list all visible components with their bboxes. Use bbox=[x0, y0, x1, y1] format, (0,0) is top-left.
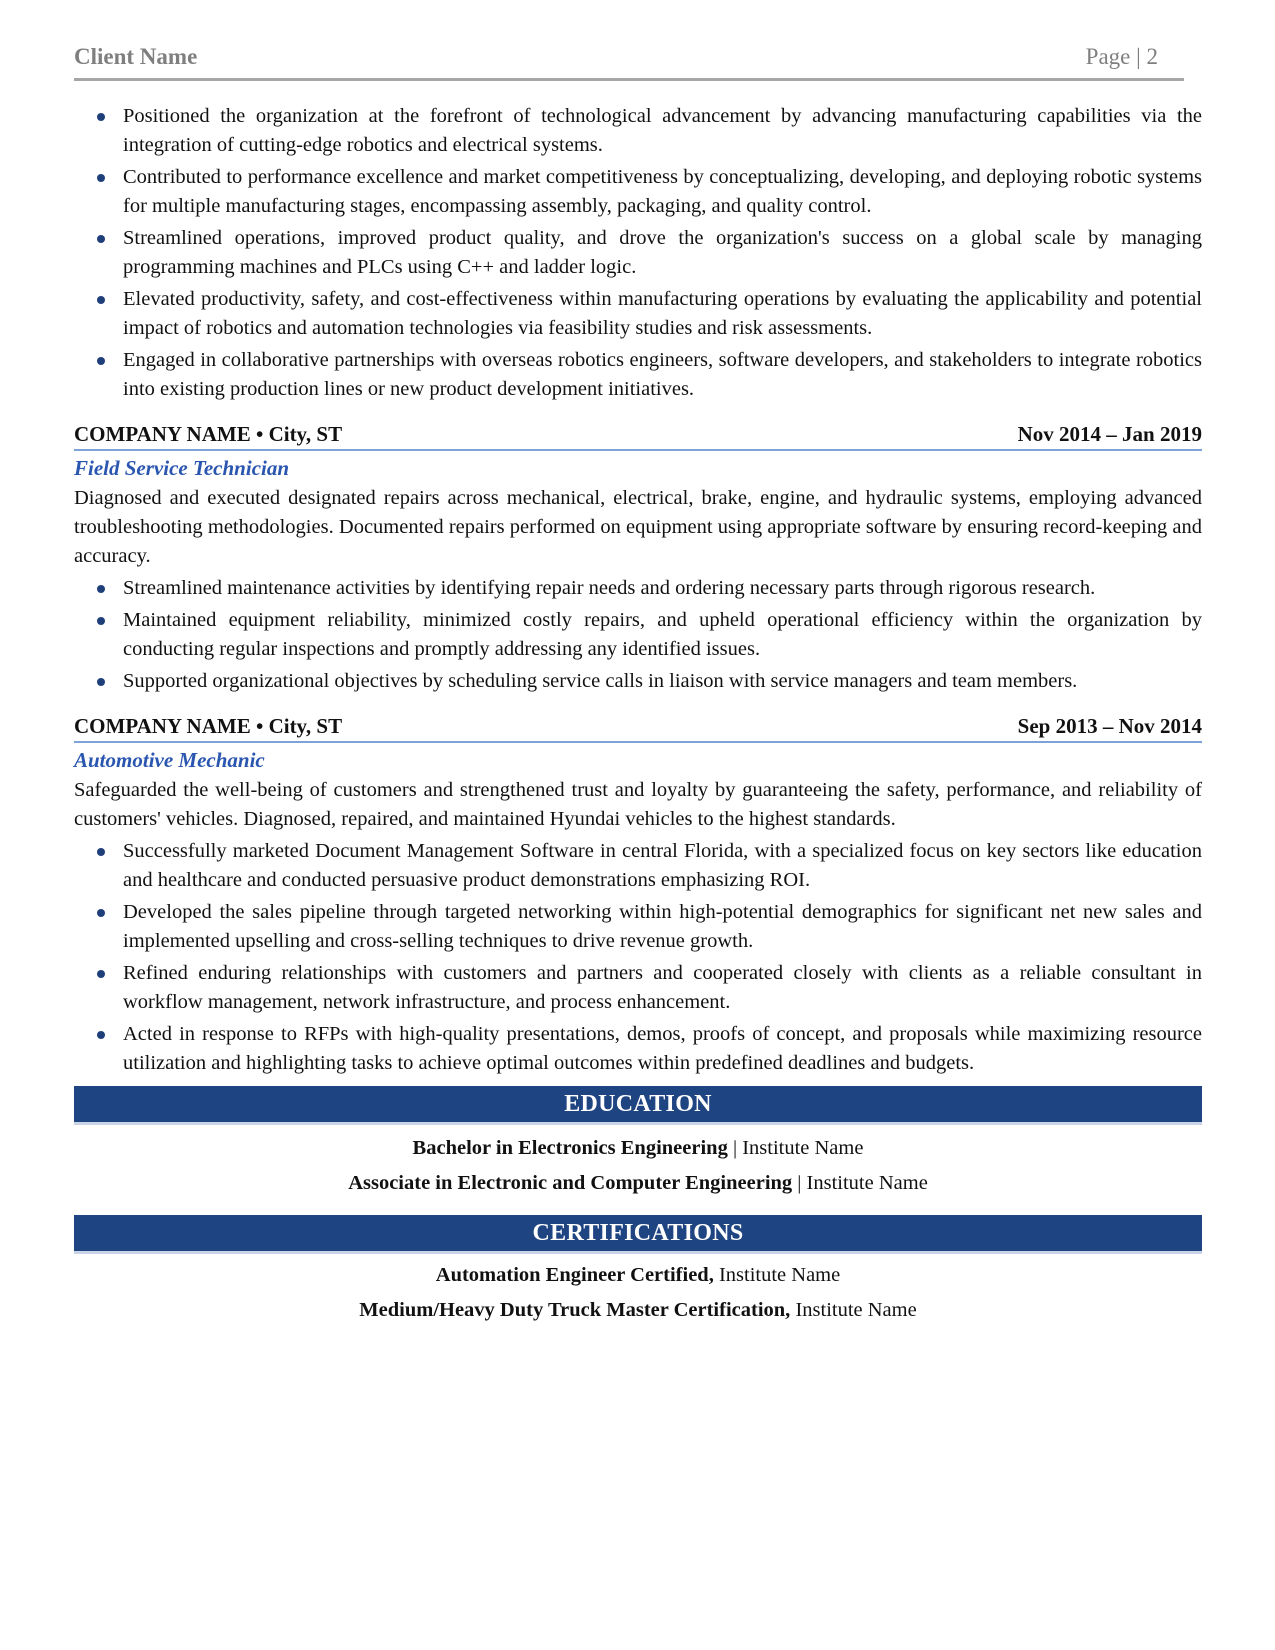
list-item: Refined enduring relationships with customers and partners and cooperated closely with clients as a reliable consultant in workflow management, network infrastructure, and process enhancement. bbox=[74, 959, 1202, 1017]
list-item: Positioned the organization at the forefront of technological advancement by advancing manufacturing capabilities via the integration of cutting-edge robotics and electrical systems. bbox=[74, 102, 1202, 160]
bullet-icon bbox=[97, 909, 105, 917]
job-bullet-list bbox=[74, 574, 1202, 696]
institute-name: Institute Name bbox=[742, 1137, 864, 1159]
job-dates: Sep 2013 – Nov 2014 bbox=[1017, 714, 1202, 738]
institute-name: Institute Name bbox=[806, 1172, 928, 1194]
bullet-icon bbox=[97, 617, 105, 625]
list-item: Elevated productivity, safety, and cost-effectiveness within manufacturing operations by evaluating the applicability and potential impact of robotics and automation technologies via feasibility studies and risk assessments. bbox=[74, 285, 1202, 343]
degree-name: Associate in Electronic and Computer Engineering bbox=[348, 1172, 793, 1194]
bullet-icon bbox=[97, 585, 105, 593]
bullet-icon bbox=[97, 174, 105, 182]
intro-bullet-list bbox=[74, 102, 1202, 404]
list-item: Streamlined maintenance activities by identifying repair needs and ordering necessary parts through rigorous research. bbox=[74, 574, 1202, 603]
list-item: Maintained equipment reliability, minimized costly repairs, and upheld operational efficiency within the organization by conducting regular inspections and promptly addressing any identified issues. bbox=[74, 606, 1202, 664]
certifications-section bbox=[74, 1215, 1202, 1328]
job-title: Field Service Technician bbox=[74, 456, 290, 480]
list-item: Successfully marketed Document Management Software in central Florida, with a specialized focus on key sectors like education and healthcare and conducted persuasive product demonstrations emphasizing ROI. bbox=[74, 837, 1202, 895]
job-dates: Nov 2014 – Jan 2019 bbox=[1017, 422, 1202, 446]
bullet-icon bbox=[97, 1031, 105, 1039]
separator: | bbox=[792, 1172, 807, 1194]
resume-content bbox=[74, 102, 1202, 1328]
certification-entry bbox=[74, 1293, 1202, 1328]
job-header bbox=[74, 710, 1202, 743]
list-item: Engaged in collaborative partnerships with overseas robotics engineers, software developers, and stakeholders to integrate robotics into existing production lines or new product development initiatives. bbox=[74, 346, 1202, 404]
job-summary: Diagnosed and executed designated repairs across mechanical, electrical, brake, engine, and hydraulic systems, employing advanced troubleshooting methodologies. Documented repairs performed on equipment using appropriate software by ensuring record-keeping and accuracy. bbox=[74, 487, 1202, 567]
education-section bbox=[74, 1086, 1202, 1201]
degree-name: Bachelor in Electronics Engineering bbox=[412, 1137, 728, 1159]
job-summary: Safeguarded the well-being of customers and strengthened trust and loyalty by guaranteeing the safety, performance, and reliability of customers' vehicles. Diagnosed, repaired, and maintained Hyundai vehicles to the highest standards. bbox=[74, 779, 1202, 830]
certification-name: Automation Engineer Certified, bbox=[435, 1264, 714, 1286]
separator: | bbox=[727, 1137, 743, 1159]
company-name: COMPANY NAME • City, ST bbox=[74, 422, 343, 446]
certification-name: Medium/Heavy Duty Truck Master Certification, bbox=[359, 1299, 791, 1321]
job-entry bbox=[74, 710, 1202, 1078]
list-item: Developed the sales pipeline through targeted networking within high-potential demographics for significant net new sales and implemented upselling and cross-selling techniques to drive revenue growth. bbox=[74, 898, 1202, 956]
education-entry bbox=[74, 1131, 1202, 1166]
company-name: COMPANY NAME • City, ST bbox=[74, 714, 343, 738]
certification-entry bbox=[74, 1258, 1202, 1293]
bullet-icon bbox=[97, 678, 105, 686]
job-header bbox=[74, 418, 1202, 451]
bullet-icon bbox=[97, 113, 105, 121]
bullet-icon bbox=[97, 970, 105, 978]
bullet-icon bbox=[97, 357, 105, 365]
list-item: Contributed to performance excellence and market competitiveness by conceptualizing, developing, and deploying robotic systems for multiple manufacturing stages, encompassing assembly, packaging, and quality control. bbox=[74, 163, 1202, 221]
education-entry bbox=[74, 1166, 1202, 1201]
institute-name: Institute Name bbox=[790, 1299, 917, 1321]
job-entry bbox=[74, 418, 1202, 696]
list-item: Supported organizational objectives by scheduling service calls in liaison with service managers and team members. bbox=[74, 667, 1202, 696]
job-bullet-list bbox=[74, 837, 1202, 1078]
job-title: Automotive Mechanic bbox=[74, 748, 265, 772]
list-item: Acted in response to RFPs with high-quality presentations, demos, proofs of concept, and proposals while maximizing resource utilization and highlighting tasks to achieve optimal outcomes within predefined deadlines and budgets. bbox=[74, 1020, 1202, 1078]
education-heading: EDUCATION bbox=[74, 1086, 1202, 1125]
page-header bbox=[74, 44, 1184, 81]
certifications-heading: CERTIFICATIONS bbox=[74, 1215, 1202, 1254]
page-number: Page | 2 bbox=[1085, 44, 1158, 69]
institute-name: Institute Name bbox=[713, 1264, 841, 1286]
list-item: Streamlined operations, improved product quality, and drove the organization's success on a global scale by managing programming machines and PLCs using C++ and ladder logic. bbox=[74, 224, 1202, 282]
bullet-icon bbox=[97, 235, 105, 243]
bullet-icon bbox=[97, 296, 105, 304]
client-name: Client Name bbox=[74, 44, 198, 69]
bullet-icon bbox=[97, 848, 105, 856]
